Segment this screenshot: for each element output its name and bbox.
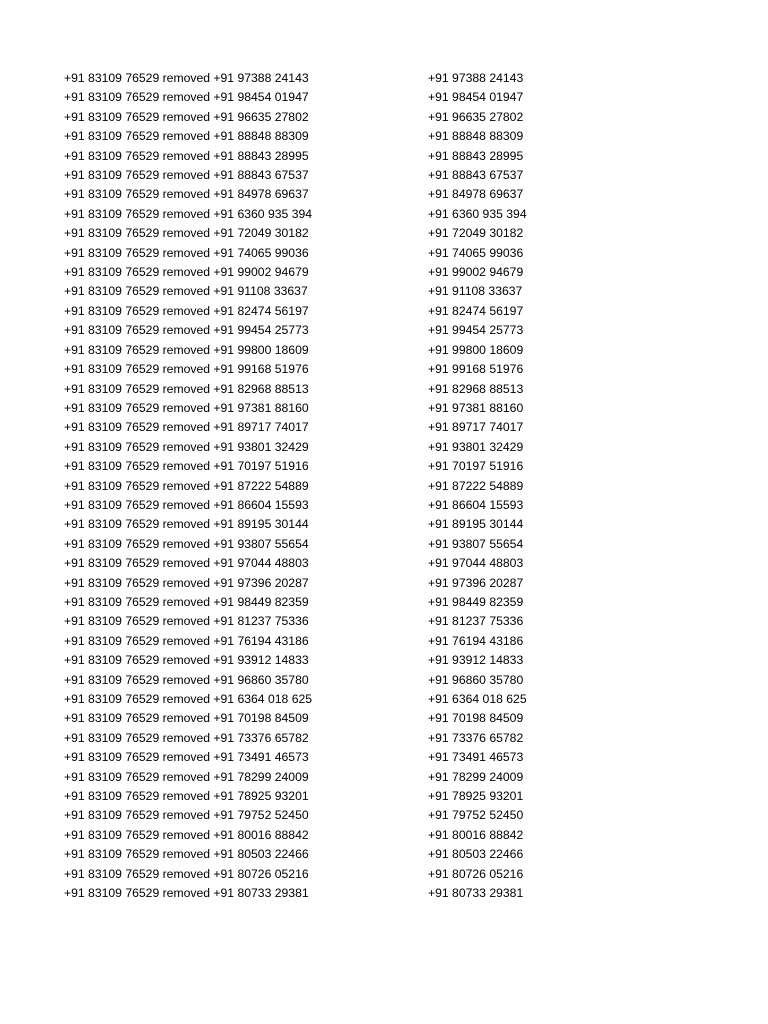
phone-number: +91 99800 18609	[428, 342, 524, 357]
list-item	[0, 535, 768, 554]
phone-number: +91 88843 28995	[428, 148, 524, 163]
removal-log-entry: +91 83109 76529 removed +91 84978 69637	[64, 187, 309, 202]
list-item	[0, 845, 768, 864]
list-item	[0, 127, 768, 146]
removal-log-entry: +91 83109 76529 removed +91 97388 24143	[64, 71, 309, 85]
removal-log-entry: +91 83109 76529 removed +91 93912 14833	[64, 653, 309, 668]
phone-number: +91 80733 29381	[428, 886, 524, 901]
list-item	[0, 787, 768, 806]
removal-log-entry: +91 83109 76529 removed +91 82474 56197	[64, 303, 309, 318]
list-item	[0, 651, 768, 670]
list-item	[0, 884, 768, 903]
removal-log-entry: +91 83109 76529 removed +91 88843 28995	[64, 148, 309, 163]
list-item	[0, 166, 768, 185]
phone-number: +91 76194 43186	[428, 633, 524, 648]
list-item	[0, 671, 768, 690]
removal-log-entry: +91 83109 76529 removed +91 99168 51976	[64, 362, 309, 377]
phone-number: +91 97044 48803	[428, 556, 524, 571]
phone-number: +91 80726 05216	[428, 866, 524, 881]
phone-number: +91 87222 54889	[428, 478, 524, 493]
removal-log-entry: +91 83109 76529 removed +91 76194 43186	[64, 633, 309, 648]
list-item	[0, 496, 768, 515]
list-item	[0, 768, 768, 787]
phone-number: +91 78925 93201	[428, 789, 524, 804]
removal-log-entry: +91 83109 76529 removed +91 99002 94679	[64, 265, 309, 280]
list-item	[0, 360, 768, 379]
removal-log-entry: +91 83109 76529 removed +91 93807 55654	[64, 536, 309, 551]
removal-log-entry: +91 83109 76529 removed +91 96860 35780	[64, 672, 309, 687]
removal-log-entry: +91 83109 76529 removed +91 86604 15593	[64, 497, 309, 512]
phone-list	[0, 69, 768, 903]
phone-number: +91 99168 51976	[428, 362, 524, 377]
removal-log-entry: +91 83109 76529 removed +91 97381 88160	[64, 400, 309, 415]
list-item	[0, 709, 768, 728]
list-item	[0, 69, 768, 88]
list-item	[0, 302, 768, 321]
removal-log-entry: +91 83109 76529 removed +91 80016 88842	[64, 827, 309, 842]
removal-log-entry: +91 83109 76529 removed +91 74065 99036	[64, 245, 309, 260]
list-item	[0, 593, 768, 612]
list-item	[0, 263, 768, 282]
list-item	[0, 515, 768, 534]
removal-log-entry: +91 83109 76529 removed +91 80726 05216	[64, 866, 309, 881]
list-item	[0, 574, 768, 593]
phone-number: +91 89195 30144	[428, 517, 524, 532]
phone-number: +91 72049 30182	[428, 226, 524, 241]
phone-number: +91 81237 75336	[428, 614, 524, 629]
list-item	[0, 399, 768, 418]
removal-log-entry: +91 83109 76529 removed +91 73491 46573	[64, 750, 309, 765]
phone-number: +91 78299 24009	[428, 769, 524, 784]
removal-log-entry: +91 83109 76529 removed +91 80733 29381	[64, 886, 309, 901]
phone-number: +91 98449 82359	[428, 594, 524, 609]
list-item	[0, 729, 768, 748]
list-item	[0, 147, 768, 166]
removal-log-entry: +91 83109 76529 removed +91 97044 48803	[64, 556, 309, 571]
removal-log-entry: +91 83109 76529 removed +91 82968 88513	[64, 381, 309, 396]
removal-log-entry: +91 83109 76529 removed +91 99800 18609	[64, 342, 309, 357]
removal-log-entry: +91 83109 76529 removed +91 78299 24009	[64, 769, 309, 784]
list-item	[0, 632, 768, 651]
removal-log-entry: +91 83109 76529 removed +91 88848 88309	[64, 129, 309, 144]
removal-log-entry: +91 83109 76529 removed +91 88843 67537	[64, 168, 309, 183]
list-item	[0, 321, 768, 340]
phone-number: +91 70197 51916	[428, 459, 524, 474]
list-item	[0, 477, 768, 496]
phone-number: +91 74065 99036	[428, 245, 524, 260]
phone-number: +91 6364 018 625	[428, 692, 527, 706]
list-item	[0, 380, 768, 399]
list-item	[0, 418, 768, 437]
phone-number: +91 70198 84509	[428, 711, 524, 726]
list-item	[0, 690, 768, 709]
list-item	[0, 806, 768, 825]
phone-number: +91 6360 935 394	[428, 206, 527, 221]
phone-number: +91 89717 74017	[428, 420, 524, 435]
phone-number: +91 93801 32429	[428, 439, 524, 454]
list-item	[0, 341, 768, 360]
phone-number: +91 88848 88309	[428, 129, 524, 144]
removal-log-entry: +91 83109 76529 removed +91 72049 30182	[64, 226, 309, 241]
list-item	[0, 748, 768, 767]
removal-log-entry: +91 83109 76529 removed +91 87222 54889	[64, 478, 309, 493]
removal-log-entry: +91 83109 76529 removed +91 70197 51916	[64, 459, 309, 474]
list-item	[0, 438, 768, 457]
phone-number: +91 86604 15593	[428, 497, 524, 512]
phone-number: +91 98454 01947	[428, 90, 524, 105]
removal-log-entry: +91 83109 76529 removed +91 80503 22466	[64, 847, 309, 862]
list-item	[0, 457, 768, 476]
list-item	[0, 282, 768, 301]
removal-log-entry: +91 83109 76529 removed +91 98454 01947	[64, 90, 309, 105]
phone-number: +91 96635 27802	[428, 109, 524, 124]
list-item	[0, 108, 768, 127]
phone-number: +91 93912 14833	[428, 653, 524, 668]
removal-log-entry: +91 83109 76529 removed +91 6360 935 394	[64, 206, 313, 221]
list-item	[0, 185, 768, 204]
removal-log-entry: +91 83109 76529 removed +91 99454 25773	[64, 323, 309, 338]
list-item	[0, 612, 768, 631]
removal-log-entry: +91 83109 76529 removed +91 91108 33637	[64, 284, 308, 299]
phone-number: +91 91108 33637	[428, 284, 523, 299]
phone-number: +91 79752 52450	[428, 808, 524, 823]
phone-number: +91 97381 88160	[428, 400, 524, 415]
phone-number: +91 97388 24143	[428, 71, 524, 85]
removal-log-entry: +91 83109 76529 removed +91 73376 65782	[64, 730, 309, 745]
removal-log-entry: +91 83109 76529 removed +91 97396 20287	[64, 575, 309, 590]
list-item	[0, 826, 768, 845]
removal-log-entry: +91 83109 76529 removed +91 79752 52450	[64, 808, 309, 823]
list-item	[0, 205, 768, 224]
removal-log-entry: +91 83109 76529 removed +91 70198 84509	[64, 711, 309, 726]
list-item	[0, 224, 768, 243]
phone-number: +91 82968 88513	[428, 381, 524, 396]
list-item	[0, 554, 768, 573]
phone-number: +91 80503 22466	[428, 847, 524, 862]
phone-number: +91 88843 67537	[428, 168, 524, 183]
phone-number: +91 82474 56197	[428, 303, 524, 318]
phone-number: +91 99002 94679	[428, 265, 524, 280]
list-item	[0, 865, 768, 884]
removal-log-entry: +91 83109 76529 removed +91 96635 27802	[64, 109, 309, 124]
removal-log-entry: +91 83109 76529 removed +91 89717 74017	[64, 420, 309, 435]
list-item	[0, 244, 768, 263]
phone-number: +91 73491 46573	[428, 750, 524, 765]
removal-log-entry: +91 83109 76529 removed +91 89195 30144	[64, 517, 309, 532]
phone-number: +91 96860 35780	[428, 672, 524, 687]
phone-number: +91 97396 20287	[428, 575, 524, 590]
removal-log-entry: +91 83109 76529 removed +91 6364 018 625	[64, 692, 313, 706]
removal-log-entry: +91 83109 76529 removed +91 93801 32429	[64, 439, 309, 454]
phone-number: +91 84978 69637	[428, 187, 524, 202]
phone-number: +91 80016 88842	[428, 827, 524, 842]
phone-number: +91 93807 55654	[428, 536, 524, 551]
removal-log-entry: +91 83109 76529 removed +91 98449 82359	[64, 594, 309, 609]
removal-log-entry: +91 83109 76529 removed +91 81237 75336	[64, 614, 309, 629]
removal-log-entry: +91 83109 76529 removed +91 78925 93201	[64, 789, 309, 804]
phone-number: +91 73376 65782	[428, 730, 524, 745]
list-item	[0, 88, 768, 107]
phone-number: +91 99454 25773	[428, 323, 524, 338]
